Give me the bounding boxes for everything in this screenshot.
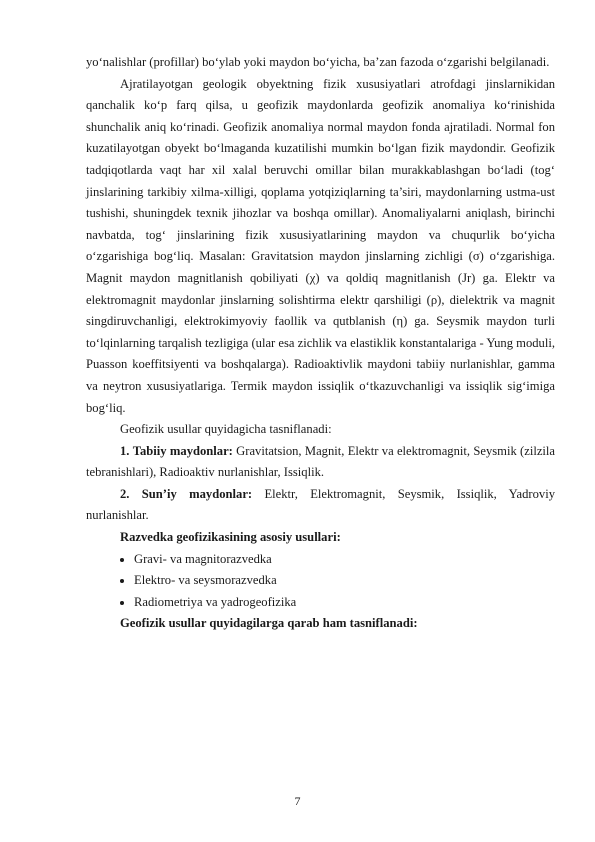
numbered-item-artificial-fields xyxy=(86,484,555,527)
list-item-text: Gravi- va magnitorazvedka xyxy=(134,551,272,566)
list-item xyxy=(86,570,555,592)
item-text: Elektr, Elektromagnit, Seysmik, Issiqlik, Yadroviy nurlanishlar. xyxy=(86,486,555,523)
list-item xyxy=(86,592,555,614)
bullet-icon xyxy=(120,601,124,605)
item-text: Gravitatsion, Magnit, Elektr va elektromagnit, Seysmik (zilzila tebranishlari), Radioaktiv nurlanishlar, Issiqlik. xyxy=(86,443,555,480)
paragraph-continuation: yo‘nalishlar (profillar) bo‘ylab yoki maydon bo‘yicha, ba’zan fazoda o‘zgarishi belgilanadi. xyxy=(86,55,550,69)
paragraph-anomaly: Ajratilayotgan geologik obyektning fizik xususiyatlari atrofdagi jinslarnikidan qanchalik ko‘p farq qilsa, u geofizik maydonlarda geofizik anomaliya ko‘rinishida shunchalik aniq ko‘rinadi. Geofizik anomaliya normal maydon fonda ajratiladi. Normal fon kuzatilayotgan obyekt bo‘lmaganda kuzatilishi mumkin bo‘lgan fizik maydondir. Geofizik tadqiqotlarda vaqt har xil xalal beruvchi omillar bilan murakkablashgan bo‘ladi (tog‘ jinslarining tarkibiy xilma-xilligi, qoplama yotqiziqlarning ta’siri, maydonlarning ustma-ust tushishi, shuningdek texnik jihozlar va boshqa omillar). Anomaliyalarni aniqlash, birinchi navbatda, tog‘ jinslarining fizik xususiyatlarining maydon va chuqurlik bo‘yicha o‘zgarishiga bog‘liq. Masalan: Gravitatsion maydon jinslarning zichligi (σ) o‘zgarishiga. Magnit maydon magnitlanish qobiliyati (χ) va qoldiq magnitlanish (Jr) ga. Elektr va elektromagnit maydonlar jinslarning solishtirma elektr qarshiligi (ρ), dielektrik va magnit singdiruvchanligi, elektrokimyoviy faollik va qutblanish (η) ga. Seysmik maydon turli to‘lqinlarning tarqalish tezligiga (ular esa zichlik va elastiklik konstantalariga - Yung moduli, Puasson koeffitsiyenti va boshqalarga). Radioaktivlik maydoni tabiiy nurlanishlar, gamma va neytron xususiyatlariga. Termik maydon issiqlik o‘tkazuvchanligi va issiqlik sig‘imiga bog‘liq. xyxy=(86,76,555,415)
item-number: 1. xyxy=(120,443,130,458)
item-lead: Sun’iy maydonlar: xyxy=(141,486,253,501)
section-heading-classification: Geofizik usullar quyidagilarga qarab ham tasniflanadi: xyxy=(120,616,418,631)
document-page xyxy=(86,52,555,635)
bullet-icon xyxy=(120,558,124,562)
section-heading-main-methods: Razvedka geofizikasining asosiy usullari: xyxy=(120,530,341,545)
page-number: 7 xyxy=(294,794,301,808)
list-item-text: Radiometriya va yadrogeofizika xyxy=(134,594,297,609)
bullet-icon xyxy=(120,579,124,583)
paragraph-classification-intro: Geofizik usullar quyidagicha tasniflanadi: xyxy=(120,422,332,437)
methods-list xyxy=(86,549,555,614)
list-item-text: Elektro- va seysmorazvedka xyxy=(134,573,277,588)
item-lead: Tabiiy maydonlar: xyxy=(132,443,233,458)
numbered-item-natural-fields xyxy=(86,441,555,484)
item-number: 2. xyxy=(120,486,130,501)
list-item xyxy=(86,549,555,571)
